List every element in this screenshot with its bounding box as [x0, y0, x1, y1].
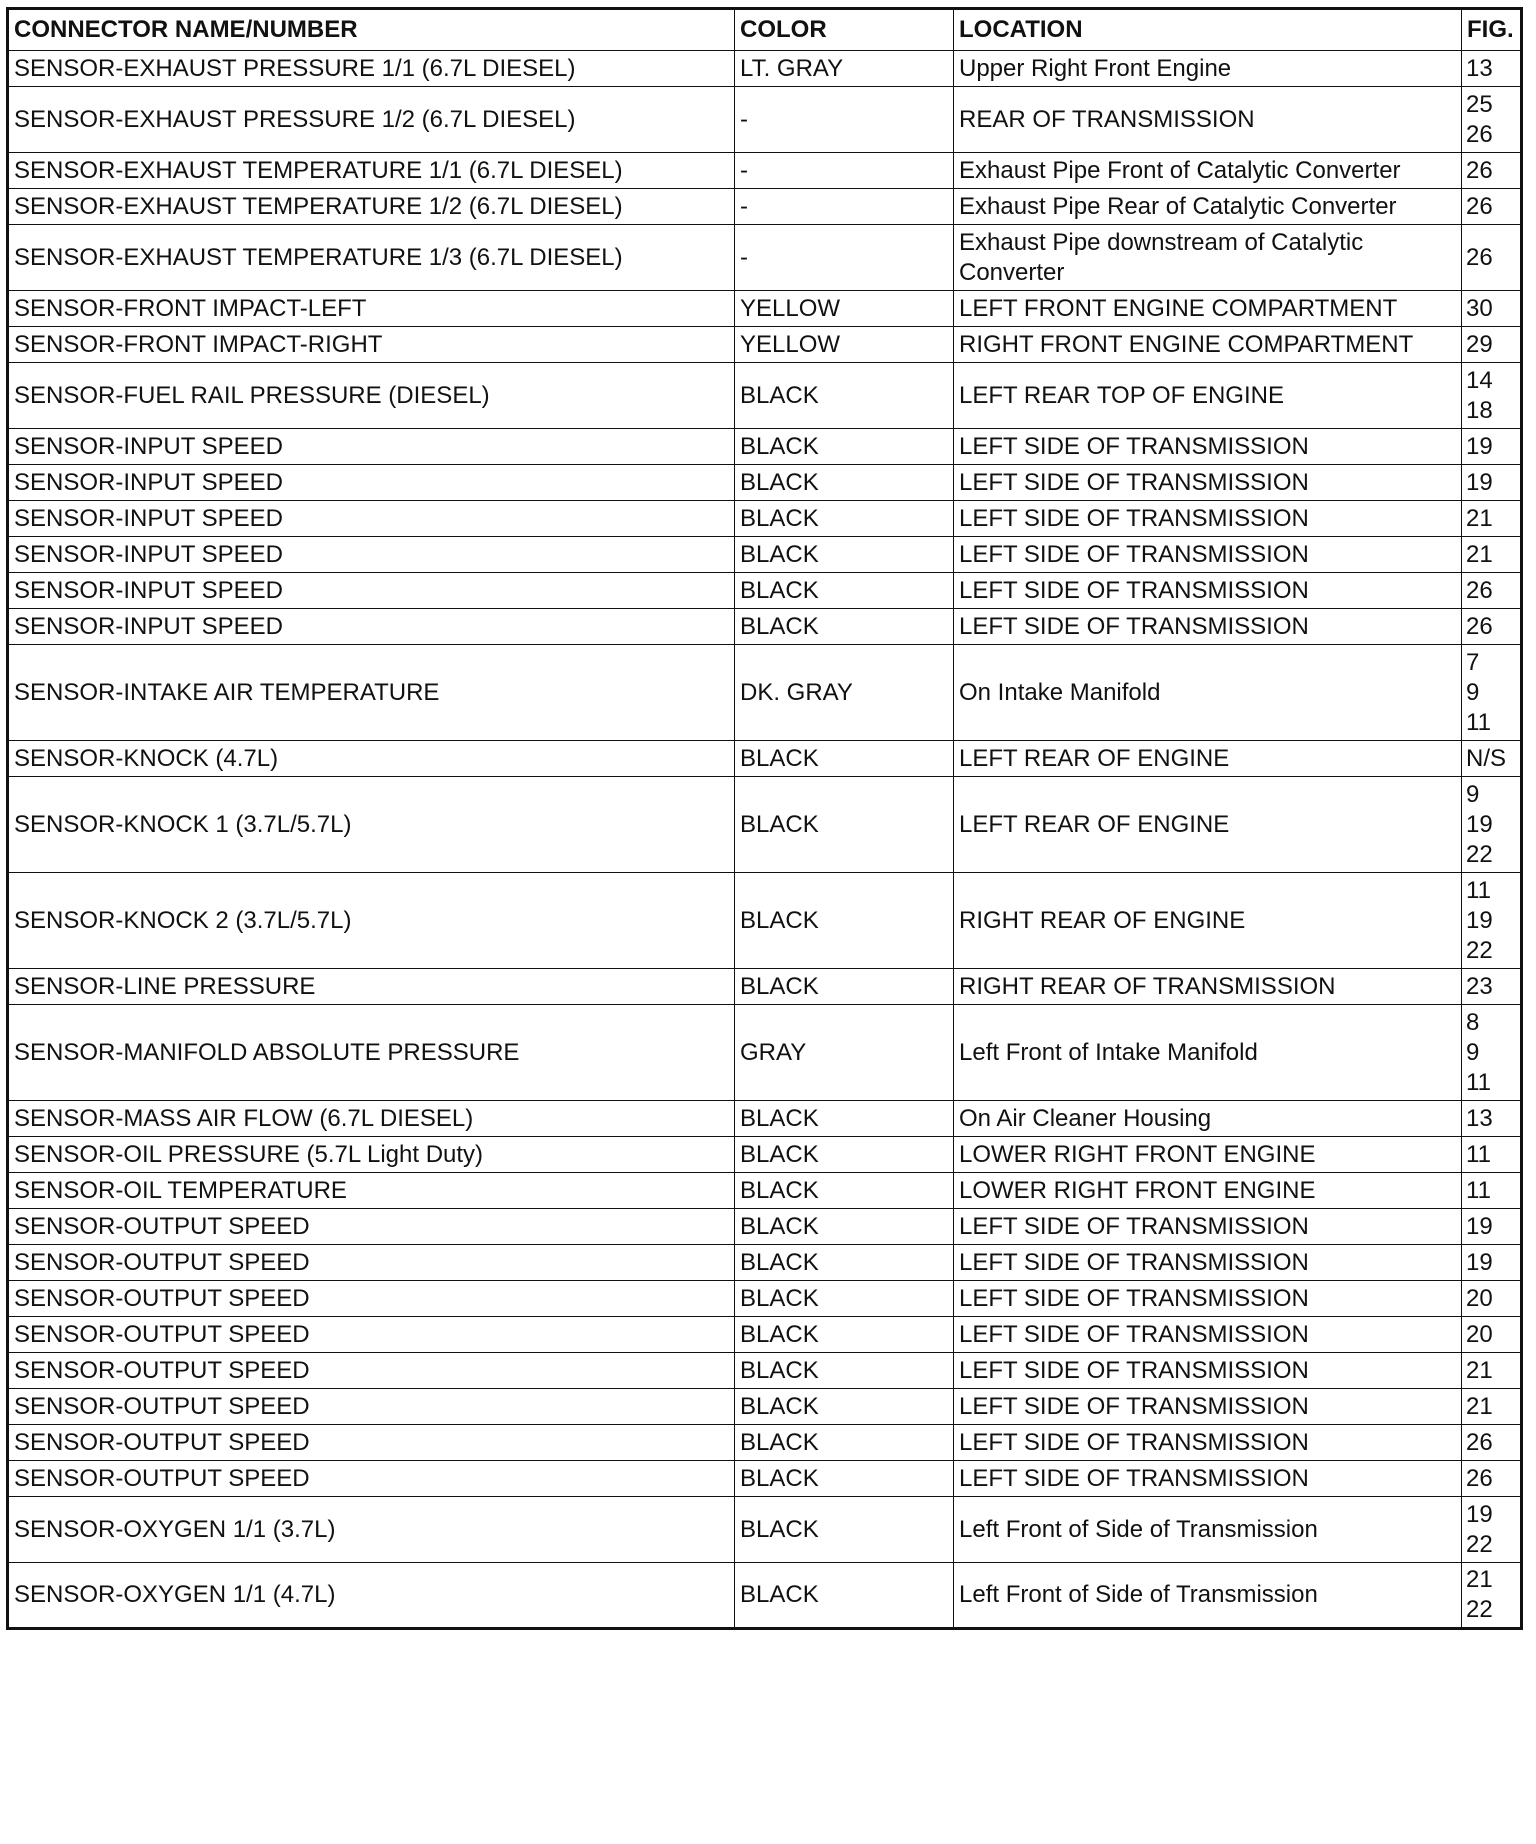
fig-cell: [1462, 1461, 1522, 1497]
table-row: [8, 327, 1522, 363]
fig-number: 20: [1466, 1284, 1493, 1312]
fig-cell: [1462, 645, 1522, 741]
table-row: [8, 1317, 1522, 1353]
location-cell: LEFT SIDE OF TRANSMISSION: [954, 1425, 1462, 1461]
connector-name-cell: SENSOR-OIL TEMPERATURE: [8, 1173, 735, 1209]
table-row: [8, 537, 1522, 573]
connector-name-cell: SENSOR-KNOCK 2 (3.7L/5.7L): [8, 873, 735, 969]
table-row: [8, 87, 1522, 153]
color-cell: BLACK: [735, 1461, 954, 1497]
table-row: [8, 645, 1522, 741]
fig-number: 19: [1466, 432, 1493, 460]
location-cell: Left Front of Side of Transmission: [954, 1563, 1462, 1629]
location-cell: LEFT REAR TOP OF ENGINE: [954, 363, 1462, 429]
fig-cell: [1462, 1281, 1522, 1317]
fig-cell: [1462, 609, 1522, 645]
connector-name-cell: SENSOR-INPUT SPEED: [8, 465, 735, 501]
fig-cell: [1462, 873, 1522, 969]
table-row: [8, 1563, 1522, 1629]
color-cell: -: [735, 87, 954, 153]
table-row: [8, 1389, 1522, 1425]
connector-name-cell: SENSOR-EXHAUST PRESSURE 1/1 (6.7L DIESEL): [8, 51, 735, 87]
fig-number: 11: [1466, 1068, 1491, 1096]
fig-cell: [1462, 1389, 1522, 1425]
header-color: COLOR: [735, 9, 954, 51]
color-cell: BLACK: [735, 1281, 954, 1317]
color-cell: BLACK: [735, 1353, 954, 1389]
connector-name-cell: SENSOR-MASS AIR FLOW (6.7L DIESEL): [8, 1101, 735, 1137]
location-cell: LEFT SIDE OF TRANSMISSION: [954, 429, 1462, 465]
fig-number: 29: [1466, 330, 1493, 358]
fig-number: 26: [1466, 612, 1493, 640]
color-cell: BLACK: [735, 501, 954, 537]
connector-name-cell: SENSOR-FRONT IMPACT-LEFT: [8, 291, 735, 327]
fig-number: 21: [1466, 1566, 1493, 1593]
location-cell: LEFT SIDE OF TRANSMISSION: [954, 1317, 1462, 1353]
color-cell: BLACK: [735, 1209, 954, 1245]
fig-number: 9: [1466, 1038, 1480, 1066]
fig-cell: [1462, 1101, 1522, 1137]
fig-cell: [1462, 1425, 1522, 1461]
location-cell: RIGHT REAR OF ENGINE: [954, 873, 1462, 969]
connector-name-cell: SENSOR-INPUT SPEED: [8, 573, 735, 609]
location-cell: LEFT SIDE OF TRANSMISSION: [954, 465, 1462, 501]
fig-number: 23: [1466, 972, 1493, 1000]
location-cell: REAR OF TRANSMISSION: [954, 87, 1462, 153]
fig-number: 26: [1466, 576, 1493, 604]
connector-name-cell: SENSOR-INPUT SPEED: [8, 429, 735, 465]
fig-cell: [1462, 1353, 1522, 1389]
fig-number: 22: [1466, 936, 1493, 964]
fig-number: 26: [1466, 192, 1493, 220]
fig-number: 20: [1466, 1320, 1493, 1348]
color-cell: BLACK: [735, 777, 954, 873]
color-cell: BLACK: [735, 363, 954, 429]
fig-cell: [1462, 153, 1522, 189]
fig-number: 13: [1466, 54, 1493, 82]
location-cell: LEFT SIDE OF TRANSMISSION: [954, 1389, 1462, 1425]
fig-cell: [1462, 429, 1522, 465]
fig-number: 11: [1466, 1176, 1491, 1204]
connector-name-cell: SENSOR-OUTPUT SPEED: [8, 1353, 735, 1389]
color-cell: BLACK: [735, 1173, 954, 1209]
fig-number: 22: [1466, 840, 1493, 868]
location-cell: Exhaust Pipe Rear of Catalytic Converter: [954, 189, 1462, 225]
color-cell: DK. GRAY: [735, 645, 954, 741]
location-cell: LEFT SIDE OF TRANSMISSION: [954, 1245, 1462, 1281]
header-fig: FIG.: [1462, 9, 1522, 51]
connector-name-cell: SENSOR-FUEL RAIL PRESSURE (DIESEL): [8, 363, 735, 429]
connector-name-cell: SENSOR-EXHAUST TEMPERATURE 1/3 (6.7L DIESEL): [8, 225, 735, 291]
table-row: [8, 225, 1522, 291]
location-cell: LEFT SIDE OF TRANSMISSION: [954, 573, 1462, 609]
location-cell: Exhaust Pipe Front of Catalytic Converter: [954, 153, 1462, 189]
table-row: [8, 1461, 1522, 1497]
fig-cell: [1462, 741, 1522, 777]
connector-name-cell: SENSOR-OUTPUT SPEED: [8, 1389, 735, 1425]
table-row: [8, 1137, 1522, 1173]
fig-number: 18: [1466, 396, 1493, 424]
location-cell: Exhaust Pipe downstream of Catalytic Converter: [954, 225, 1462, 291]
fig-number: 9: [1466, 780, 1480, 808]
table-row: [8, 741, 1522, 777]
location-cell: LEFT SIDE OF TRANSMISSION: [954, 1353, 1462, 1389]
color-cell: BLACK: [735, 1425, 954, 1461]
fig-number: 26: [1466, 1464, 1493, 1492]
fig-number: 19: [1466, 1500, 1493, 1528]
fig-number: 11: [1466, 708, 1491, 736]
table-row: [8, 189, 1522, 225]
fig-number: 22: [1466, 1596, 1493, 1623]
connector-name-cell: SENSOR-INPUT SPEED: [8, 537, 735, 573]
location-cell: LEFT SIDE OF TRANSMISSION: [954, 609, 1462, 645]
location-cell: LEFT REAR OF ENGINE: [954, 777, 1462, 873]
table-row: [8, 1497, 1522, 1563]
table-row: [8, 1245, 1522, 1281]
connector-name-cell: SENSOR-OUTPUT SPEED: [8, 1461, 735, 1497]
table-row: [8, 465, 1522, 501]
color-cell: YELLOW: [735, 327, 954, 363]
fig-number: 21: [1466, 540, 1493, 568]
connector-name-cell: SENSOR-INTAKE AIR TEMPERATURE: [8, 645, 735, 741]
location-cell: LEFT SIDE OF TRANSMISSION: [954, 537, 1462, 573]
table-row: [8, 1425, 1522, 1461]
connector-name-cell: SENSOR-OUTPUT SPEED: [8, 1209, 735, 1245]
fig-number: 25: [1466, 90, 1493, 118]
fig-number: 26: [1466, 120, 1493, 148]
location-cell: Left Front of Intake Manifold: [954, 1005, 1462, 1101]
fig-cell: [1462, 1317, 1522, 1353]
color-cell: GRAY: [735, 1005, 954, 1101]
location-cell: Upper Right Front Engine: [954, 51, 1462, 87]
fig-cell: [1462, 291, 1522, 327]
color-cell: BLACK: [735, 1317, 954, 1353]
connector-name-cell: SENSOR-INPUT SPEED: [8, 501, 735, 537]
location-cell: RIGHT REAR OF TRANSMISSION: [954, 969, 1462, 1005]
table-row: [8, 777, 1522, 873]
fig-number: 22: [1466, 1530, 1493, 1558]
color-cell: BLACK: [735, 537, 954, 573]
connector-name-cell: SENSOR-KNOCK 1 (3.7L/5.7L): [8, 777, 735, 873]
table-row: [8, 1101, 1522, 1137]
color-cell: BLACK: [735, 429, 954, 465]
color-cell: BLACK: [735, 609, 954, 645]
table-row: [8, 609, 1522, 645]
fig-number: 7: [1466, 648, 1480, 676]
fig-number: 8: [1466, 1008, 1480, 1036]
color-cell: -: [735, 225, 954, 291]
color-cell: -: [735, 153, 954, 189]
color-cell: BLACK: [735, 969, 954, 1005]
fig-cell: [1462, 1209, 1522, 1245]
color-cell: -: [735, 189, 954, 225]
connector-name-cell: SENSOR-OUTPUT SPEED: [8, 1317, 735, 1353]
location-cell: LEFT REAR OF ENGINE: [954, 741, 1462, 777]
connector-name-cell: SENSOR-MANIFOLD ABSOLUTE PRESSURE: [8, 1005, 735, 1101]
fig-cell: [1462, 225, 1522, 291]
table-row: [8, 363, 1522, 429]
fig-cell: [1462, 1173, 1522, 1209]
color-cell: BLACK: [735, 465, 954, 501]
table-row: [8, 1281, 1522, 1317]
fig-cell: [1462, 1137, 1522, 1173]
table-row: [8, 573, 1522, 609]
location-cell: LEFT SIDE OF TRANSMISSION: [954, 501, 1462, 537]
fig-number: 11: [1466, 876, 1491, 904]
table-row: [8, 1173, 1522, 1209]
table-row: [8, 501, 1522, 537]
location-cell: On Air Cleaner Housing: [954, 1101, 1462, 1137]
fig-cell: [1462, 465, 1522, 501]
connector-name-cell: SENSOR-OXYGEN 1/1 (3.7L): [8, 1497, 735, 1563]
table-row: [8, 429, 1522, 465]
fig-cell: [1462, 51, 1522, 87]
fig-number: 26: [1466, 243, 1493, 271]
fig-cell: [1462, 501, 1522, 537]
fig-number: 19: [1466, 810, 1493, 838]
fig-cell: [1462, 327, 1522, 363]
connector-name-cell: SENSOR-FRONT IMPACT-RIGHT: [8, 327, 735, 363]
connector-name-cell: SENSOR-EXHAUST PRESSURE 1/2 (6.7L DIESEL): [8, 87, 735, 153]
table-row: [8, 1005, 1522, 1101]
fig-cell: [1462, 1005, 1522, 1101]
table-header-row: [8, 9, 1522, 51]
fig-number: 21: [1466, 1392, 1493, 1420]
fig-number: 19: [1466, 468, 1493, 496]
table-row: [8, 969, 1522, 1005]
location-cell: RIGHT FRONT ENGINE COMPARTMENT: [954, 327, 1462, 363]
location-cell: LOWER RIGHT FRONT ENGINE: [954, 1137, 1462, 1173]
location-cell: Left Front of Side of Transmission: [954, 1497, 1462, 1563]
fig-number: 13: [1466, 1104, 1493, 1132]
table-row: [8, 1353, 1522, 1389]
fig-number: 19: [1466, 906, 1493, 934]
fig-number: 21: [1466, 1356, 1493, 1384]
table-row: [8, 1209, 1522, 1245]
connector-name-cell: SENSOR-OUTPUT SPEED: [8, 1425, 735, 1461]
location-cell: LEFT SIDE OF TRANSMISSION: [954, 1281, 1462, 1317]
color-cell: BLACK: [735, 1389, 954, 1425]
color-cell: YELLOW: [735, 291, 954, 327]
fig-cell: [1462, 969, 1522, 1005]
color-cell: BLACK: [735, 1137, 954, 1173]
header-location: LOCATION: [954, 9, 1462, 51]
fig-number: 14: [1466, 366, 1493, 394]
fig-number: 26: [1466, 156, 1493, 184]
connector-name-cell: SENSOR-INPUT SPEED: [8, 609, 735, 645]
color-cell: BLACK: [735, 741, 954, 777]
fig-cell: [1462, 189, 1522, 225]
fig-cell: [1462, 1497, 1522, 1563]
fig-cell: [1462, 1245, 1522, 1281]
location-cell: LEFT SIDE OF TRANSMISSION: [954, 1461, 1462, 1497]
fig-cell: [1462, 1563, 1522, 1629]
color-cell: BLACK: [735, 1563, 954, 1629]
connector-name-cell: SENSOR-OXYGEN 1/1 (4.7L): [8, 1563, 735, 1629]
color-cell: BLACK: [735, 1101, 954, 1137]
connector-name-cell: SENSOR-KNOCK (4.7L): [8, 741, 735, 777]
connector-name-cell: SENSOR-OIL PRESSURE (5.7L Light Duty): [8, 1137, 735, 1173]
table-row: [8, 153, 1522, 189]
connector-name-cell: SENSOR-EXHAUST TEMPERATURE 1/2 (6.7L DIESEL): [8, 189, 735, 225]
connector-name-cell: SENSOR-EXHAUST TEMPERATURE 1/1 (6.7L DIESEL): [8, 153, 735, 189]
color-cell: BLACK: [735, 1497, 954, 1563]
color-cell: BLACK: [735, 873, 954, 969]
fig-number: 9: [1466, 678, 1480, 706]
fig-number: 21: [1466, 504, 1493, 532]
table-row: [8, 873, 1522, 969]
connector-table: [6, 7, 1523, 1630]
location-cell: LEFT FRONT ENGINE COMPARTMENT: [954, 291, 1462, 327]
fig-cell: [1462, 537, 1522, 573]
fig-number: 11: [1466, 1140, 1491, 1168]
table-body: [8, 51, 1522, 1629]
color-cell: BLACK: [735, 573, 954, 609]
connector-name-cell: SENSOR-OUTPUT SPEED: [8, 1281, 735, 1317]
fig-number: 19: [1466, 1248, 1493, 1276]
header-connector-name: CONNECTOR NAME/NUMBER: [8, 9, 735, 51]
location-cell: On Intake Manifold: [954, 645, 1462, 741]
color-cell: LT. GRAY: [735, 51, 954, 87]
connector-table-container: [6, 7, 1520, 1630]
location-cell: LOWER RIGHT FRONT ENGINE: [954, 1173, 1462, 1209]
location-cell: LEFT SIDE OF TRANSMISSION: [954, 1209, 1462, 1245]
color-cell: BLACK: [735, 1245, 954, 1281]
fig-number: 19: [1466, 1212, 1493, 1240]
connector-name-cell: SENSOR-OUTPUT SPEED: [8, 1245, 735, 1281]
connector-name-cell: SENSOR-LINE PRESSURE: [8, 969, 735, 1005]
table-row: [8, 51, 1522, 87]
fig-cell: [1462, 363, 1522, 429]
fig-number: 26: [1466, 1428, 1493, 1456]
fig-number: 30: [1466, 294, 1493, 322]
fig-cell: [1462, 573, 1522, 609]
fig-cell: [1462, 777, 1522, 873]
fig-number: N/S: [1466, 744, 1507, 772]
fig-cell: [1462, 87, 1522, 153]
table-row: [8, 291, 1522, 327]
